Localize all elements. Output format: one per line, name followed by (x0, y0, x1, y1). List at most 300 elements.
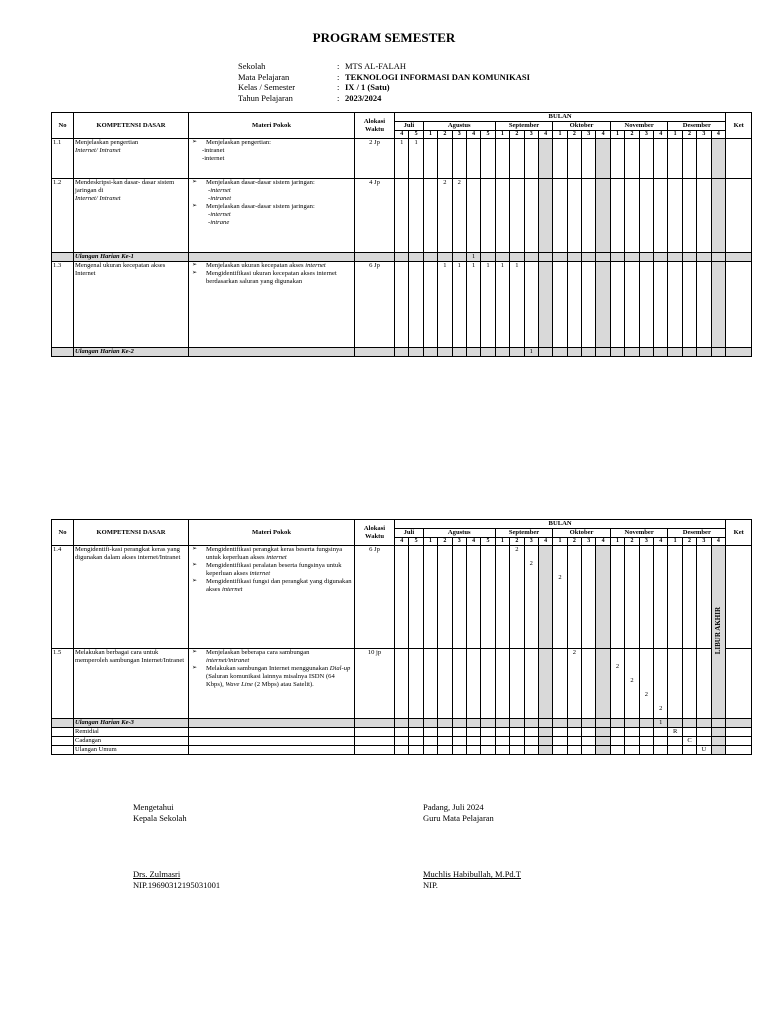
week-header: 1 (553, 537, 567, 545)
week-cell (423, 746, 437, 755)
week-cell (452, 737, 466, 746)
week-cell (409, 746, 423, 755)
materi-cell (189, 139, 355, 179)
week-cell (538, 737, 552, 746)
week-cell (524, 139, 538, 179)
alokasi-cell: 6 Jp (355, 262, 395, 348)
materi-sub: -intranet (202, 146, 225, 154)
kd-row (52, 139, 752, 179)
week-cell (582, 746, 596, 755)
sig-left-line2: Kepala Sekolah (133, 813, 187, 823)
week-cell (610, 728, 624, 737)
week-cell (668, 139, 682, 179)
week-cell (668, 649, 682, 719)
week-cell (682, 348, 696, 357)
week-header: 4 (466, 537, 480, 545)
week-cell (423, 348, 437, 357)
week-cell (639, 179, 653, 253)
week-cell (596, 253, 610, 262)
week-cell (495, 348, 509, 357)
materi-list (190, 262, 353, 286)
materi-text: Mengidentifikasi peralatan beserta fungsinya untuk keperluan akses (206, 561, 342, 577)
materi-text: Mengidentifikasi fungsi dan perangkat yang digunakan akses (206, 577, 352, 593)
week-cell (553, 253, 567, 262)
materi-item (190, 546, 353, 562)
week-cell (625, 348, 639, 357)
week-header: 3 (697, 130, 711, 138)
week-cell (711, 719, 726, 728)
week-cell (466, 139, 480, 179)
week-cell: 1 (466, 262, 480, 348)
misc-label: Remidial (74, 728, 189, 737)
week-header: 1 (610, 130, 624, 138)
info-label: Tahun Pelajaran (238, 92, 293, 103)
materi-sub: -intranet (208, 194, 232, 202)
week-cell: 1 (481, 262, 495, 348)
week-cell (423, 737, 437, 746)
week-cell (625, 737, 639, 746)
week-header: 2 (567, 537, 581, 545)
week-cell (481, 737, 495, 746)
week-header: 2 (625, 537, 639, 545)
week-cell (495, 728, 509, 737)
week-cell (582, 649, 596, 719)
blank-cell (52, 737, 74, 746)
week-cell (395, 728, 409, 737)
blank-cell (355, 737, 395, 746)
week-cell: 2 (654, 649, 668, 719)
ulangan-row (52, 253, 752, 262)
week-cell (668, 262, 682, 348)
ket-cell (726, 728, 752, 737)
ulangan-row (52, 719, 752, 728)
week-cell (495, 253, 509, 262)
week-header: 2 (438, 537, 452, 545)
signature-right (423, 802, 494, 824)
week-cell (711, 728, 726, 737)
week-cell (567, 253, 581, 262)
materi-item (190, 665, 353, 689)
week-cell: 1 (510, 262, 524, 348)
week-cell (538, 649, 552, 719)
week-cell: 2 (639, 649, 653, 719)
col-no: No (52, 520, 74, 546)
week-cell (452, 649, 466, 719)
blank-cell (355, 719, 395, 728)
week-cell (610, 719, 624, 728)
materi-em: internet (266, 553, 287, 561)
week-cell (639, 348, 653, 357)
week-cell (668, 719, 682, 728)
week-cell (553, 139, 567, 179)
materi-em: internet (249, 569, 271, 577)
week-cell (697, 139, 711, 179)
week-cell (423, 253, 437, 262)
ket-cell (726, 179, 752, 253)
misc-label: Ulangan Umum (74, 746, 189, 755)
week-cell (553, 719, 567, 728)
ulangan-row (52, 348, 752, 357)
col-no: No (52, 113, 74, 139)
week-cell (610, 348, 624, 357)
week-cell (582, 546, 596, 649)
week-cell (639, 262, 653, 348)
materi-item (190, 139, 353, 147)
sig-right-name: Muchlis Habibullah, M.Pd.T (423, 869, 521, 879)
week-cell: U (697, 746, 711, 755)
ket-cell (726, 253, 752, 262)
week-cell (438, 719, 452, 728)
ket-cell (726, 348, 752, 357)
materi-sub: -intrane (208, 218, 230, 226)
week-cell (538, 728, 552, 737)
week-header: 4 (654, 537, 668, 545)
info-label: Sekolah (238, 61, 266, 71)
signature-right-name (423, 869, 521, 891)
blank-cell (355, 746, 395, 755)
week-cell: 1 (438, 262, 452, 348)
week-cell (668, 348, 682, 357)
materi-cell (189, 179, 355, 253)
week-cell (682, 262, 696, 348)
week-cell (682, 253, 696, 262)
week-cell (481, 649, 495, 719)
week-cell (409, 737, 423, 746)
kd-text-main: Mengidentifi-kasi perangkat keras yang digunakan dalam akses internet/Intranet (75, 546, 181, 561)
week-cell (668, 546, 682, 649)
week-cell (654, 262, 668, 348)
week-cell: 1 (524, 348, 538, 357)
col-ket: Ket (726, 113, 752, 139)
materi-cell (189, 546, 355, 649)
week-cell (596, 139, 610, 179)
week-cell (567, 737, 581, 746)
week-cell (625, 179, 639, 253)
week-cell (553, 728, 567, 737)
week-cell (654, 546, 668, 649)
week-cell: 2 (452, 179, 466, 253)
week-cell (481, 139, 495, 179)
week-cell: R (668, 728, 682, 737)
col-ket: Ket (726, 520, 752, 546)
week-cell (495, 179, 509, 253)
week-cell (452, 253, 466, 262)
ket-cell (726, 139, 752, 179)
week-cell (711, 139, 726, 179)
week-header: 4 (711, 130, 726, 138)
blank-cell (189, 728, 355, 737)
week-cell (553, 262, 567, 348)
misc-row (52, 746, 752, 755)
week-cell (625, 262, 639, 348)
week-cell (668, 179, 682, 253)
col-alokasi: Alokasi Waktu (355, 113, 395, 139)
week-cell (610, 139, 624, 179)
week-cell (567, 179, 581, 253)
week-cell (553, 737, 567, 746)
week-cell: 2 (510, 546, 524, 649)
week-cell (524, 253, 538, 262)
week-cell (596, 179, 610, 253)
week-cell (596, 649, 610, 719)
kd-number: 1.3 (52, 262, 74, 348)
alokasi-cell: 10 jp (355, 649, 395, 719)
blank-cell (189, 719, 355, 728)
materi-sub: -internet (202, 154, 225, 162)
week-cell (452, 139, 466, 179)
week-cell (654, 746, 668, 755)
week-cell (481, 746, 495, 755)
week-cell (582, 179, 596, 253)
kd-text (74, 139, 189, 179)
week-cell (553, 649, 567, 719)
week-cell (610, 253, 624, 262)
week-cell (639, 719, 653, 728)
kd-row (52, 262, 752, 348)
week-cell (610, 746, 624, 755)
week-cell (582, 262, 596, 348)
week-cell (582, 139, 596, 179)
month-header: Agustus (423, 121, 495, 130)
program-table-2 (51, 519, 752, 755)
libur-label: LIBUR AKHIR (714, 606, 723, 655)
week-cell: 1 (452, 262, 466, 348)
week-cell (495, 546, 509, 649)
week-header: 3 (697, 537, 711, 545)
month-header: Agustus (423, 528, 495, 537)
week-header: 2 (510, 130, 524, 138)
week-cell (654, 179, 668, 253)
week-cell (510, 649, 524, 719)
week-header: 5 (481, 130, 495, 138)
week-cell (567, 348, 581, 357)
week-cell (538, 746, 552, 755)
week-cell (409, 253, 423, 262)
week-cell (438, 746, 452, 755)
kd-text (74, 546, 189, 649)
week-cell (538, 262, 552, 348)
week-header: 3 (452, 130, 466, 138)
materi-list (190, 649, 353, 689)
ket-cell (726, 737, 752, 746)
week-cell (395, 253, 409, 262)
week-cell (682, 649, 696, 719)
week-cell (639, 746, 653, 755)
week-cell (524, 737, 538, 746)
week-cell (409, 262, 423, 348)
signature-left-name (133, 869, 220, 891)
kd-text (74, 179, 189, 253)
col-alokasi: Alokasi Waktu (355, 520, 395, 546)
week-cell (466, 179, 480, 253)
week-cell (395, 179, 409, 253)
week-cell (625, 139, 639, 179)
week-cell (510, 348, 524, 357)
materi-text: Menjelaskan dasar-dasar sistem jaringan: (206, 202, 315, 210)
blank-cell (189, 253, 355, 262)
week-cell (466, 348, 480, 357)
week-cell (481, 253, 495, 262)
blank-cell (52, 348, 74, 357)
week-header: 1 (668, 130, 682, 138)
week-cell (395, 262, 409, 348)
week-cell (682, 139, 696, 179)
ket-cell (726, 262, 752, 348)
week-cell (452, 746, 466, 755)
week-cell (610, 737, 624, 746)
week-cell (711, 262, 726, 348)
blank-cell (189, 348, 355, 357)
week-cell (466, 546, 480, 649)
week-cell (510, 728, 524, 737)
week-cell (524, 262, 538, 348)
blank-cell (189, 737, 355, 746)
week-cell (481, 348, 495, 357)
week-cell (409, 649, 423, 719)
week-cell (495, 139, 509, 179)
program-table-1 (51, 112, 752, 357)
month-header: Oktober (553, 121, 611, 130)
week-header: 3 (582, 130, 596, 138)
week-cell (654, 728, 668, 737)
materi-item (190, 578, 353, 594)
week-cell (596, 546, 610, 649)
blank-cell (52, 746, 74, 755)
page-title: PROGRAM SEMESTER (312, 30, 456, 45)
week-header: 4 (395, 537, 409, 545)
week-header: 5 (409, 537, 423, 545)
info-colon: : (337, 61, 340, 71)
materi-tail: (Saluran komunikasi lainnya misalnya ISDN (64 Kbps), (206, 672, 335, 688)
week-cell (654, 348, 668, 357)
week-cell (682, 719, 696, 728)
week-cell (639, 139, 653, 179)
week-cell (567, 546, 581, 649)
week-header: 3 (639, 537, 653, 545)
materi-cell (189, 262, 355, 348)
misc-row (52, 728, 752, 737)
info-colon: : (337, 71, 340, 82)
blank-cell (355, 348, 395, 357)
kd-text-main: Melakukan berbagai cara untuk memperoleh sambungan Internet/Intranet (75, 649, 185, 664)
week-header: 3 (452, 537, 466, 545)
week-header: 3 (639, 130, 653, 138)
week-cell (567, 139, 581, 179)
header-row (52, 520, 752, 529)
week-cell (582, 348, 596, 357)
week-cell (423, 262, 437, 348)
week-cell (639, 728, 653, 737)
week-header: 4 (538, 537, 552, 545)
week-cell (625, 253, 639, 262)
week-header: 2 (438, 130, 452, 138)
week-cell (481, 719, 495, 728)
week-cell (510, 719, 524, 728)
week-header: 4 (395, 130, 409, 138)
ket-cell (726, 746, 752, 755)
week-cell (711, 737, 726, 746)
week-cell (697, 262, 711, 348)
month-header: Juli (395, 121, 424, 130)
week-header: 5 (481, 537, 495, 545)
week-cell (582, 728, 596, 737)
kd-number: 1.2 (52, 179, 74, 253)
week-cell (682, 179, 696, 253)
week-cell (395, 746, 409, 755)
week-cell (481, 728, 495, 737)
week-cell (538, 348, 552, 357)
info-value: IX / 1 (Satu) (345, 82, 390, 92)
week-cell (538, 546, 552, 649)
week-cell: 1 (409, 139, 423, 179)
week-header: 4 (466, 130, 480, 138)
month-header: Desember (668, 528, 726, 537)
week-cell (395, 737, 409, 746)
week-cell (438, 253, 452, 262)
kd-text (74, 649, 189, 719)
week-header: 1 (495, 537, 509, 545)
week-cell (625, 728, 639, 737)
materi-text: Menjelaskan ukuran kecepatan akses (206, 262, 306, 269)
week-cell (668, 253, 682, 262)
week-cell (452, 719, 466, 728)
week-cell: 1 (654, 719, 668, 728)
month-header: Desember (668, 121, 726, 130)
week-cell (510, 179, 524, 253)
week-cell (495, 649, 509, 719)
week-cell (639, 253, 653, 262)
col-bulan: BULAN (395, 113, 726, 122)
info-value: TEKNOLOGI INFORMASI DAN KOMUNIKASI (345, 71, 530, 82)
month-header: Juli (395, 528, 424, 537)
materi-cell (189, 649, 355, 719)
week-cell (711, 746, 726, 755)
week-cell (697, 253, 711, 262)
materi-em: internet/intranet (206, 656, 250, 664)
week-cell: 1 (495, 262, 509, 348)
week-cell (668, 746, 682, 755)
kd-row (52, 546, 752, 649)
kd-text (74, 262, 189, 348)
materi-em: internet (221, 585, 243, 593)
week-cell (610, 546, 624, 649)
week-cell (697, 546, 711, 649)
week-header: 2 (625, 130, 639, 138)
materi-item (190, 203, 353, 211)
week-cell (639, 546, 653, 649)
sig-right-nip: NIP. (423, 880, 438, 890)
week-cell (466, 737, 480, 746)
week-cell (654, 253, 668, 262)
week-cell (582, 253, 596, 262)
week-cell (395, 546, 409, 649)
week-cell (423, 728, 437, 737)
month-header: Oktober (553, 528, 611, 537)
blank-cell (355, 253, 395, 262)
week-cell (466, 746, 480, 755)
week-cell (567, 719, 581, 728)
week-cell (538, 179, 552, 253)
ulangan-label: Ulangan Harian Ke-2 (74, 348, 189, 357)
materi-text: Menjelaskan beberapa cara sambungan (206, 649, 310, 656)
week-cell (438, 737, 452, 746)
week-cell (409, 179, 423, 253)
info-row (238, 72, 530, 83)
week-header: 4 (654, 130, 668, 138)
week-cell (409, 348, 423, 357)
week-cell (697, 728, 711, 737)
week-header: 2 (510, 537, 524, 545)
